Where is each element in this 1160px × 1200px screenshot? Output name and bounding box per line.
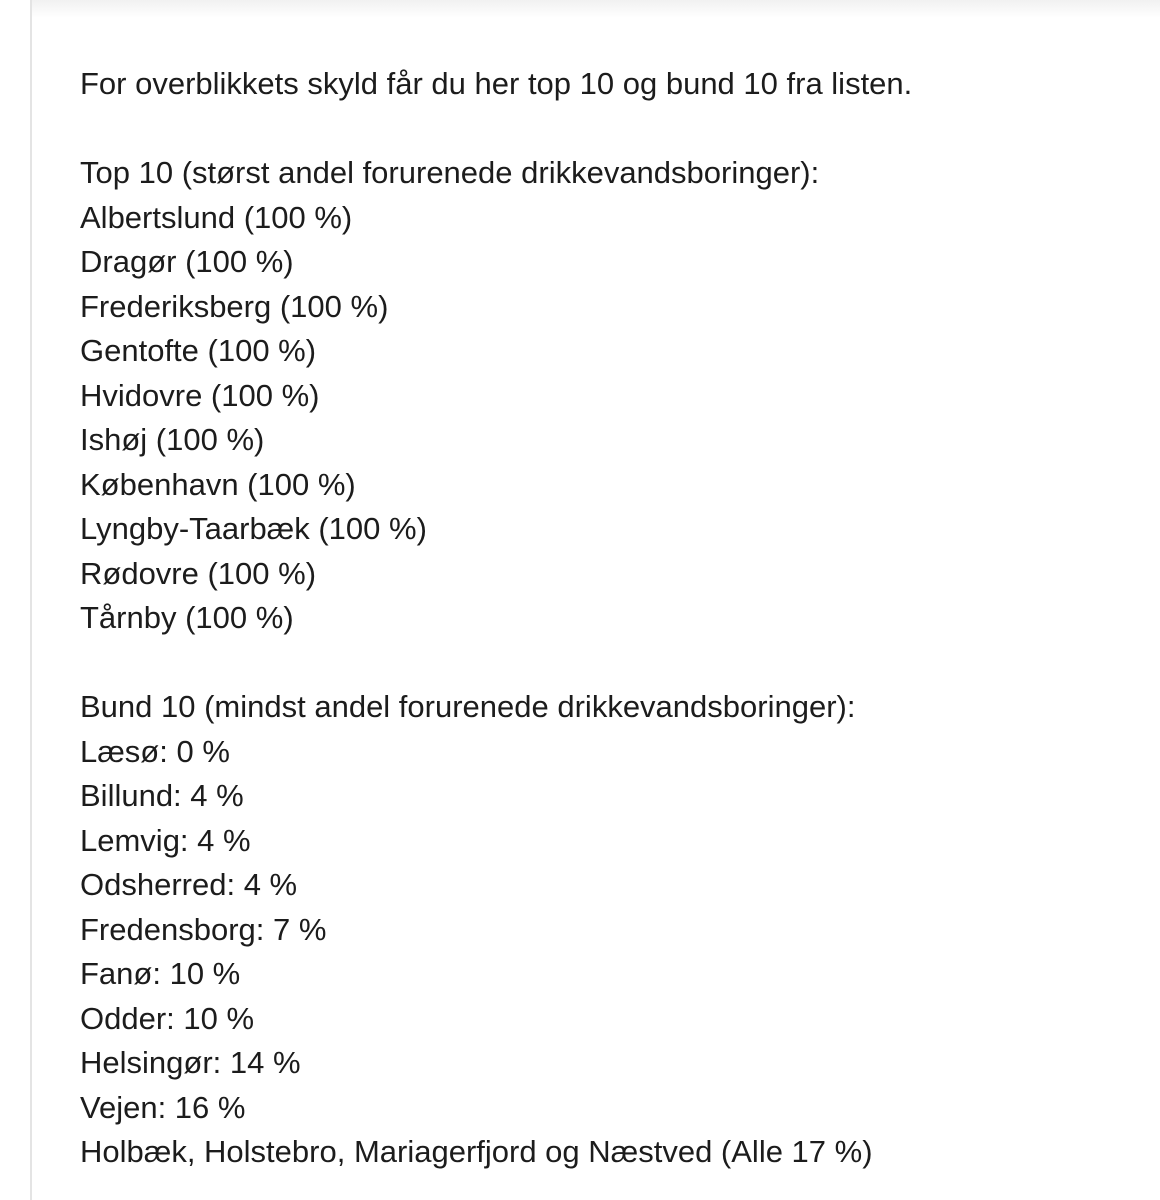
top10-item: Gentofte (100 %) [80, 333, 317, 368]
bottom10-heading: Bund 10 (mindst andel forurenede drikkevandsboringer): [80, 689, 856, 724]
top10-item: Tårnby (100 %) [80, 600, 294, 635]
top10-item: Hvidovre (100 %) [80, 377, 320, 413]
top-header-fade [32, 0, 1160, 18]
bottom10-item: Helsingør: 14 % [80, 1045, 301, 1080]
bottom10-item: Lemvig: 4 % [80, 822, 251, 858]
top10-item: Ishøj (100 %) [80, 422, 265, 457]
bottom10-item: Fanø: 10 % [80, 956, 241, 991]
bottom10-item: Odsherred: 4 % [80, 867, 298, 902]
top10-item: København (100 %) [80, 466, 356, 502]
paragraph-gap [80, 107, 1140, 152]
left-border-divider [30, 0, 32, 1200]
bottom10-item: Læsø: 0 % [80, 733, 230, 769]
paragraph-gap [80, 641, 1140, 686]
top10-item: Albertslund (100 %) [80, 199, 353, 235]
top10-item: Rødovre (100 %) [80, 555, 317, 591]
intro-text: For overblikkets skyld får du her top 10 og bund 10 fra listen. [80, 66, 913, 101]
top10-item: Lyngby-Taarbæk (100 %) [80, 511, 427, 546]
bottom10-item: Billund: 4 % [80, 778, 244, 813]
top10-item: Dragør (100 %) [80, 244, 294, 279]
post-text-body [80, 62, 1140, 1175]
bottom10-item: Fredensborg: 7 % [80, 911, 327, 947]
bottom10-item: Vejen: 16 % [80, 1089, 246, 1125]
bottom10-item: Odder: 10 % [80, 1000, 255, 1036]
top10-item: Frederiksberg (100 %) [80, 288, 389, 324]
top10-heading: Top 10 (størst andel forurenede drikkevandsboringer): [80, 155, 820, 190]
bottom10-item: Holbæk, Holstebro, Mariagerfjord og Næstved (Alle 17 %) [80, 1134, 873, 1169]
